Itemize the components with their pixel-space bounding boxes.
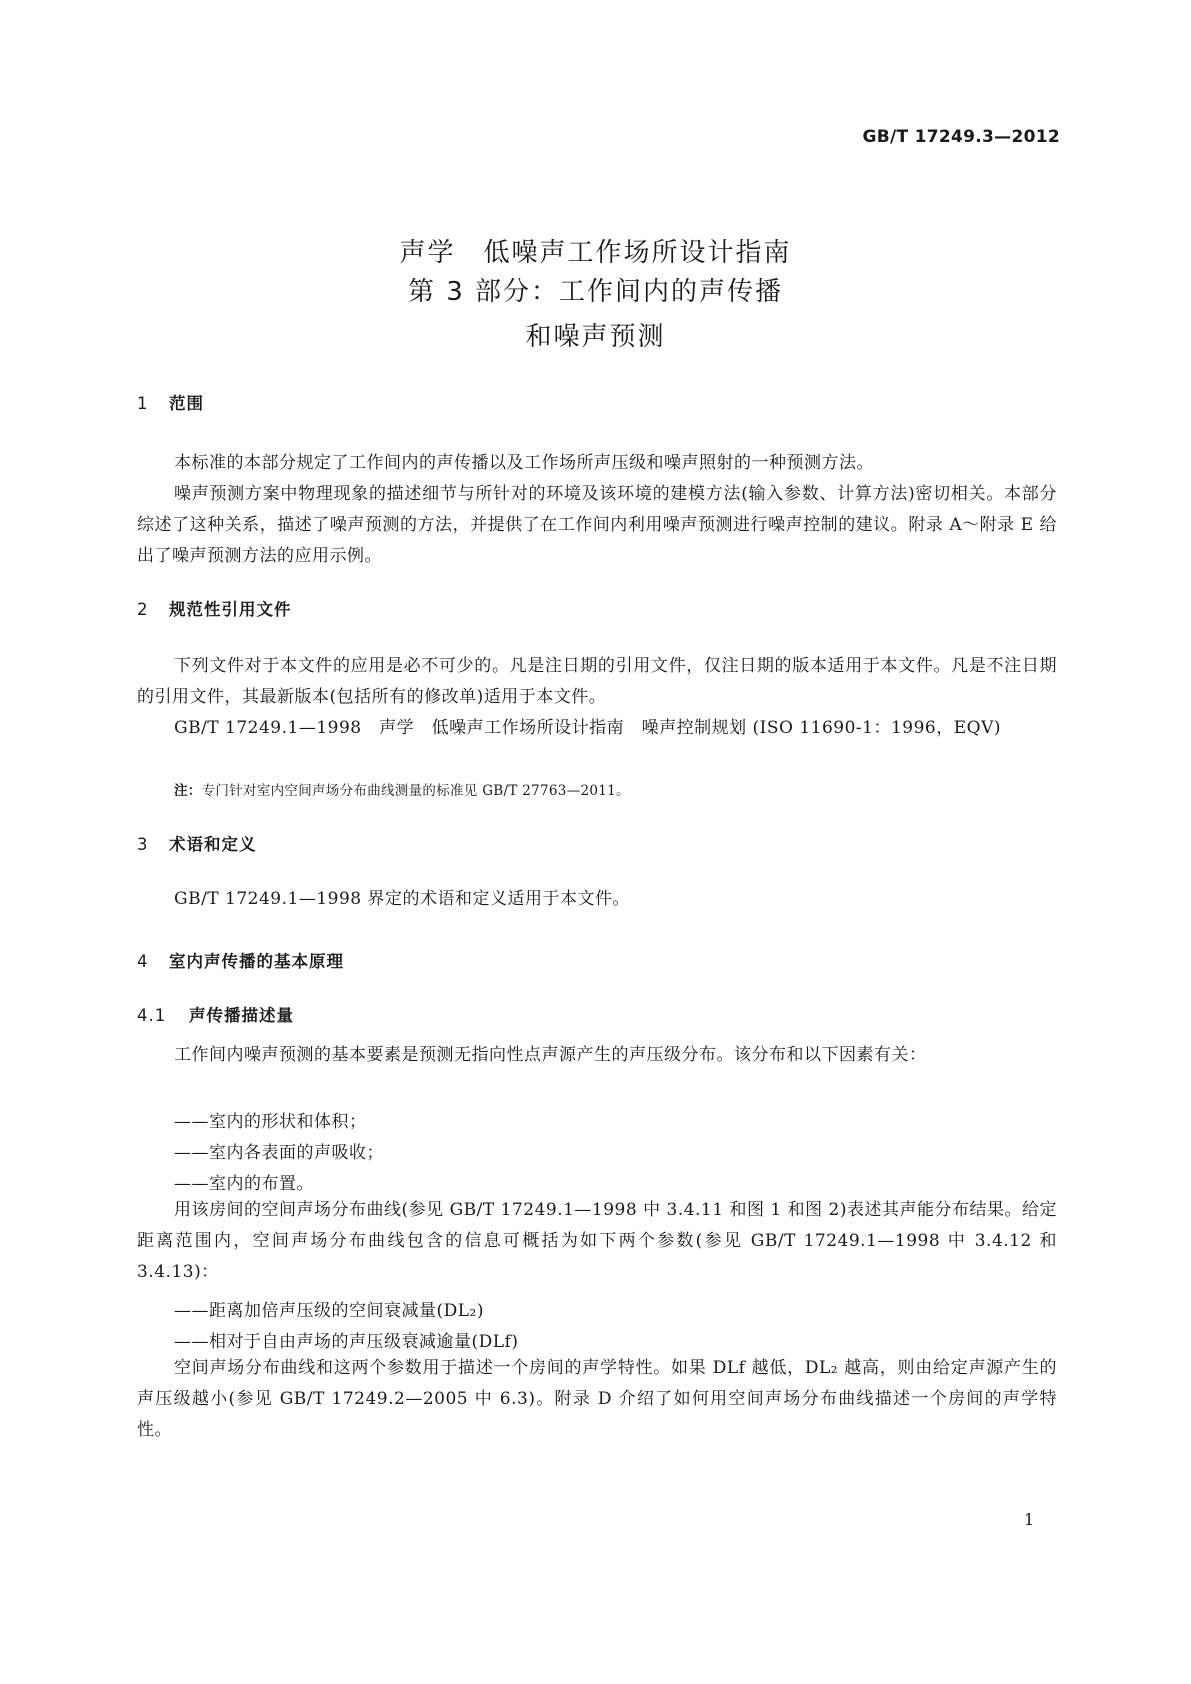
param-item: ——距离加倍声压级的空间衰减量(DL₂)	[174, 1301, 484, 1321]
title-line-2: 第 3 部分：工作间内的声传播	[407, 277, 784, 307]
param-item: ——相对于自由声场的声压级衰减逾量(DLf)	[174, 1332, 519, 1352]
title-line-1: 声学 低噪声工作场所设计指南	[399, 238, 792, 268]
section-title: 术语和定义	[169, 835, 257, 854]
section-4-1-heading	[137, 1002, 294, 1026]
section-number: 4.1	[137, 1006, 167, 1025]
section-number: 3	[137, 835, 149, 854]
section-title: 室内声传播的基本原理	[169, 952, 344, 971]
section-4-1-paragraph-2: 用该房间的空间声场分布曲线(参见 GB/T 17249.1—1998 中 3.4.11 和图 1 和图 2)表述其声能分布结果。给定距离范围内，空间声场分布曲线包含的信息可概括为如下两个参数(参见 GB/T 17249.1—1998 中 3.4.12 和 3.4.13)：	[137, 1200, 1057, 1282]
section-title: 规范性引用文件	[169, 600, 292, 619]
section-2-heading	[137, 596, 292, 620]
section-4-1-paragraph-3: 空间声场分布曲线和这两个参数用于描述一个房间的声学特性。如果 DLf 越低，DL₂ 越高，则由给定声源产生的声压级越小(参见 GB/T 17249.2—2005 中 6.3)。附录 D 介绍了如何用空间声场分布曲线描述一个房间的声学特性。	[137, 1358, 1057, 1440]
section-title: 声传播描述量	[189, 1006, 294, 1025]
section-2-paragraph-1: 下列文件对于本文件的应用是必不可少的。凡是注日期的引用文件，仅注日期的版本适用于本文件。凡是不注日期的引用文件，其最新版本(包括所有的修改单)适用于本文件。	[137, 656, 1057, 707]
section-number: 4	[137, 952, 149, 971]
section-3-heading	[137, 831, 257, 855]
section-4-1-paragraph-1: 工作间内噪声预测的基本要素是预测无指向性点声源产生的声压级分布。该分布和以下因素有关：	[174, 1045, 927, 1065]
section-number: 1	[137, 394, 149, 413]
section-4-heading	[137, 948, 344, 972]
section-title: 范围	[169, 394, 204, 413]
section-2-note	[174, 779, 630, 799]
section-3-paragraph-1: GB/T 17249.1—1998 界定的术语和定义适用于本文件。	[174, 889, 631, 909]
title-line-3: 和噪声预测	[525, 322, 666, 352]
section-1-paragraph-2: 噪声预测方案中物理现象的描述细节与所针对的环境及该环境的建模方法(输入参数、计算方法)密切相关。本部分综述了这种关系，描述了噪声预测的方法，并提供了在工作间内利用噪声预测进行噪声控制的建议。附录 A～附录 E 给出了噪声预测方法的应用示例。	[137, 484, 1057, 566]
list-item: ——室内的布置。	[174, 1174, 314, 1194]
note-label: 注：	[174, 783, 202, 799]
list-item: ——室内的形状和体积；	[174, 1112, 367, 1132]
section-1-heading	[137, 390, 204, 414]
list-item: ——室内各表面的声吸收；	[174, 1143, 384, 1163]
section-2-reference: GB/T 17249.1—1998 声学 低噪声工作场所设计指南 噪声控制规划 (ISO 11690-1：1996，EQV)	[174, 718, 1002, 738]
section-number: 2	[137, 600, 149, 619]
standard-number: GB/T 17249.3—2012	[862, 127, 1060, 147]
page-number: 1	[1024, 1510, 1035, 1529]
section-1-paragraph-1: 本标准的本部分规定了工作间内的声传播以及工作场所声压级和噪声照射的一种预测方法。	[174, 453, 874, 473]
note-text: 专门针对室内空间声场分布曲线测量的标准见 GB/T 27763—2011。	[201, 783, 630, 799]
